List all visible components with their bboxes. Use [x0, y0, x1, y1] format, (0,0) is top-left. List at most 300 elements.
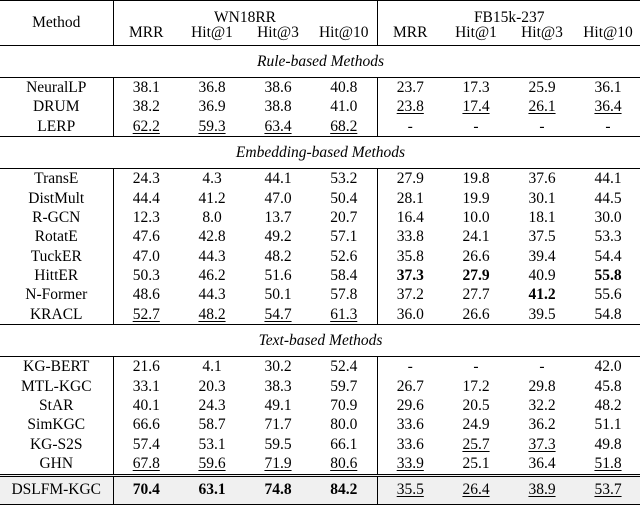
metric-value [311, 357, 377, 377]
method-name: RotatE [0, 227, 113, 246]
metric-value-text: 36.0 [396, 305, 424, 323]
metric-value-text: 20.5 [462, 397, 490, 415]
metric-value-text: 23.7 [396, 78, 424, 96]
method-name: GHN [0, 454, 113, 475]
metric-value [179, 97, 245, 116]
metric-value-text: 44.1 [594, 170, 622, 188]
metric-value-text: 10.0 [462, 208, 490, 226]
dataset-header-wn18rr [113, 1, 377, 26]
metric-value-text: 44.5 [594, 189, 622, 207]
metric-value-text: 38.9 [528, 481, 556, 499]
metric-value-text: 17.3 [462, 78, 490, 96]
table-row [0, 435, 640, 454]
metric-value [377, 97, 443, 116]
header-row-datasets [0, 1, 640, 26]
metric-value [311, 396, 377, 415]
metric-value [311, 475, 377, 504]
metric-value [377, 208, 443, 227]
metric-value-text: 50.4 [330, 189, 358, 207]
metric-value [245, 247, 311, 266]
metric-value-text: 36.2 [528, 416, 556, 434]
metric-value-text: 49.2 [264, 228, 292, 246]
metric-value-text: 27.9 [462, 267, 490, 285]
table-row [0, 247, 640, 266]
table-row [0, 305, 640, 325]
metric-value-text: - [605, 117, 611, 135]
metric-value [443, 286, 509, 305]
metric-value-text: 29.8 [528, 377, 556, 395]
metric-value-text: 48.2 [594, 397, 622, 415]
metric-value-text: - [539, 358, 545, 376]
metric-value [311, 454, 377, 475]
metric-value [311, 227, 377, 246]
section-header-row [0, 325, 640, 357]
metric-value [509, 475, 575, 504]
metric-value-text: - [473, 358, 479, 376]
metric-value-text: 70.9 [330, 397, 358, 415]
metric-value [443, 475, 509, 504]
metric-value [113, 396, 179, 415]
dataset-header-fb15k [377, 1, 640, 26]
metric-header: Hit@10 [575, 25, 640, 46]
metric-value-text: 54.7 [264, 305, 292, 323]
metric-value-text: 40.1 [132, 397, 160, 415]
metric-value [443, 227, 509, 246]
metric-value [113, 454, 179, 475]
metric-value [575, 305, 640, 325]
metric-value-text: 24.3 [132, 170, 160, 188]
metric-value-text: 53.2 [330, 170, 358, 188]
table-row [0, 396, 640, 415]
metric-value [443, 305, 509, 325]
metric-value [179, 208, 245, 227]
metric-value [311, 377, 377, 396]
metric-value-text: 30.1 [528, 189, 556, 207]
metric-value-text: 68.2 [330, 117, 358, 135]
metric-value [179, 227, 245, 246]
metric-value-text: 26.6 [462, 247, 490, 265]
metric-value-text: - [407, 358, 413, 376]
metric-value-text: 33.1 [132, 377, 160, 395]
metric-value-text: 35.5 [396, 481, 424, 499]
metric-value [575, 435, 640, 454]
metric-value [575, 247, 640, 266]
metric-value [509, 286, 575, 305]
metric-value [509, 357, 575, 377]
metric-value [113, 189, 179, 208]
metric-value-text: 44.1 [264, 170, 292, 188]
metric-value [443, 377, 509, 396]
metric-value-text: 17.4 [462, 98, 490, 116]
metric-value-text: 33.6 [396, 435, 424, 453]
metric-value-text: 70.4 [132, 481, 160, 499]
metric-value-text: 42.8 [198, 228, 226, 246]
metric-value [575, 189, 640, 208]
metric-value-text: 41.2 [528, 286, 556, 304]
metric-value-text: 32.2 [528, 397, 556, 415]
metric-value-text: 61.3 [330, 305, 358, 323]
metric-value [575, 227, 640, 246]
metric-value [509, 189, 575, 208]
metric-value-text: 20.7 [330, 208, 358, 226]
metric-value [311, 78, 377, 98]
metric-value-text: 44.3 [198, 247, 226, 265]
metric-value [377, 169, 443, 189]
table-row [0, 266, 640, 285]
metric-value [377, 286, 443, 305]
method-name: N-Former [0, 286, 113, 305]
metric-value-text: 80.0 [330, 416, 358, 434]
metric-value [245, 286, 311, 305]
metric-value [179, 415, 245, 434]
metric-value-text: 50.3 [132, 267, 160, 285]
metric-value-text: 46.2 [198, 267, 226, 285]
method-column-header: Method [0, 1, 113, 46]
metric-value [245, 377, 311, 396]
metric-value-text: 52.4 [330, 358, 358, 376]
metric-value-text: 19.9 [462, 189, 490, 207]
method-name: KRACL [0, 305, 113, 325]
metric-value-text: 45.8 [594, 377, 622, 395]
metric-value [575, 117, 640, 137]
metric-value-text: 33.8 [396, 228, 424, 246]
metric-value [311, 189, 377, 208]
metric-value-text: 27.9 [396, 170, 424, 188]
metric-value [575, 415, 640, 434]
metric-value [575, 78, 640, 98]
metric-value-text: 40.9 [528, 267, 556, 285]
table-row [0, 189, 640, 208]
metric-value-text: 58.7 [198, 416, 226, 434]
method-name: SimKGC [0, 415, 113, 434]
metric-value [179, 305, 245, 325]
metric-value [443, 208, 509, 227]
metric-value-text: 48.6 [132, 286, 160, 304]
section-title [0, 46, 640, 78]
metric-value-text: - [473, 117, 479, 135]
metric-value-text: 47.0 [264, 189, 292, 207]
metric-value-text: 52.6 [330, 247, 358, 265]
metric-value [509, 117, 575, 137]
metric-value-text: 41.2 [198, 189, 226, 207]
metric-value-text: 71.7 [264, 416, 292, 434]
metric-value-text: 27.7 [462, 286, 490, 304]
metric-value-text: - [539, 117, 545, 135]
metric-value-text: 63.4 [264, 117, 292, 135]
proposed-method-row [0, 475, 640, 504]
metric-value-text: 24.9 [462, 416, 490, 434]
metric-value-text: 38.8 [264, 98, 292, 116]
metric-value [179, 117, 245, 137]
metric-value [377, 357, 443, 377]
metric-value [113, 97, 179, 116]
metric-value [509, 208, 575, 227]
metric-value-text: 23.8 [396, 98, 424, 116]
metric-value-text: - [407, 117, 413, 135]
metric-value-text: 55.8 [594, 267, 622, 285]
metric-value [377, 415, 443, 434]
metric-value-text: 84.2 [330, 481, 358, 499]
table-row [0, 286, 640, 305]
metric-value [113, 357, 179, 377]
metric-value-text: 36.1 [594, 78, 622, 96]
section-title [0, 137, 640, 169]
metric-value-text: 49.8 [594, 435, 622, 453]
metric-value [245, 78, 311, 98]
method-name: DistMult [0, 189, 113, 208]
metric-value-text: 47.0 [132, 247, 160, 265]
metric-value [509, 377, 575, 396]
method-name: HittER [0, 266, 113, 285]
metric-value-text: 26.6 [462, 305, 490, 323]
metric-value-text: 24.3 [198, 397, 226, 415]
metric-value [311, 266, 377, 285]
metric-value-text: 4.3 [202, 170, 222, 188]
metric-value [179, 286, 245, 305]
metric-value [377, 435, 443, 454]
metric-value [575, 475, 640, 504]
section-title-text: Embedding-based Methods [235, 143, 406, 161]
metric-value [245, 169, 311, 189]
metric-value [245, 396, 311, 415]
table-row [0, 208, 640, 227]
metric-value [113, 247, 179, 266]
table-row [0, 454, 640, 475]
metric-value-text: 12.3 [132, 208, 160, 226]
metric-value [377, 305, 443, 325]
metric-value-text: 26.7 [396, 377, 424, 395]
metric-value [113, 169, 179, 189]
method-name: R-GCN [0, 208, 113, 227]
metric-value-text: 50.1 [264, 286, 292, 304]
metric-value-text: 74.8 [264, 481, 292, 499]
metric-value [311, 305, 377, 325]
method-name: StAR [0, 396, 113, 415]
metric-value-text: 44.4 [132, 189, 160, 207]
metric-value [377, 396, 443, 415]
metric-value-text: 38.6 [264, 78, 292, 96]
metric-value-text: 42.0 [594, 358, 622, 376]
metric-value-text: 57.8 [330, 286, 358, 304]
metric-value [179, 78, 245, 98]
metric-value-text: 66.6 [132, 416, 160, 434]
metric-value-text: 18.1 [528, 208, 556, 226]
metric-value-text: 48.2 [198, 305, 226, 323]
metric-value-text: 30.0 [594, 208, 622, 226]
metric-value [575, 286, 640, 305]
metric-value-text: 48.2 [264, 247, 292, 265]
metric-value-text: 38.2 [132, 98, 160, 116]
metric-value-text: 57.1 [330, 228, 358, 246]
metric-value-text: 13.7 [264, 208, 292, 226]
metric-value-text: 25.7 [462, 435, 490, 453]
method-name: LERP [0, 117, 113, 137]
metric-value [377, 189, 443, 208]
metric-value [575, 396, 640, 415]
metric-value [443, 117, 509, 137]
metric-header: Hit@3 [509, 25, 575, 46]
metric-value [245, 435, 311, 454]
metric-value-text: 47.6 [132, 228, 160, 246]
metric-value-text: 38.1 [132, 78, 160, 96]
metric-value-text: 44.3 [198, 286, 226, 304]
metric-value-text: 54.8 [594, 305, 622, 323]
metric-value-text: 26.1 [528, 98, 556, 116]
metric-value [179, 357, 245, 377]
metric-value-text: 52.7 [132, 305, 160, 323]
metric-value [509, 435, 575, 454]
table-row [0, 415, 640, 434]
table-row [0, 357, 640, 377]
metric-value [245, 266, 311, 285]
metric-value-text: 62.2 [132, 117, 160, 135]
metric-value-text: 20.3 [198, 377, 226, 395]
metric-value-text: 37.5 [528, 228, 556, 246]
metric-value [245, 208, 311, 227]
metric-value-text: 51.1 [594, 416, 622, 434]
metric-value-text: 59.3 [198, 117, 226, 135]
metric-value-text: 59.5 [264, 435, 292, 453]
metric-header: Hit@3 [245, 25, 311, 46]
metric-value [575, 169, 640, 189]
metric-value [245, 475, 311, 504]
metric-value [311, 286, 377, 305]
metric-value [311, 435, 377, 454]
metric-value-text: 39.4 [528, 247, 556, 265]
metric-value [509, 415, 575, 434]
metric-value [509, 247, 575, 266]
metric-value [509, 227, 575, 246]
section-title [0, 325, 640, 357]
metric-value [179, 454, 245, 475]
metric-value-text: 66.1 [330, 435, 358, 453]
metric-value-text: 58.4 [330, 267, 358, 285]
metric-value-text: 36.4 [594, 98, 622, 116]
metric-value [377, 247, 443, 266]
method-name: TuckER [0, 247, 113, 266]
metric-value-text: 36.8 [198, 78, 226, 96]
metric-value [245, 227, 311, 246]
method-name: DSLFM-KGC [0, 475, 113, 504]
method-name: TransE [0, 169, 113, 189]
metric-value-text: 53.7 [594, 481, 622, 499]
metric-value-text: 29.6 [396, 397, 424, 415]
metric-value [179, 169, 245, 189]
metric-value [179, 435, 245, 454]
metric-value-text: 49.1 [264, 397, 292, 415]
metric-value [245, 189, 311, 208]
metric-value-text: 35.8 [396, 247, 424, 265]
metric-value [113, 266, 179, 285]
metric-value [179, 377, 245, 396]
metric-value-text: 59.7 [330, 377, 358, 395]
metric-value [443, 415, 509, 434]
metric-value [113, 208, 179, 227]
metric-value [179, 266, 245, 285]
metric-value [575, 454, 640, 475]
metric-value [179, 396, 245, 415]
metric-value [113, 435, 179, 454]
section-header-row [0, 46, 640, 78]
metric-value-text: 63.1 [198, 481, 226, 499]
metric-value [113, 305, 179, 325]
metric-value-text: 21.6 [132, 358, 160, 376]
metric-value [377, 266, 443, 285]
metric-value [575, 97, 640, 116]
metric-value [443, 97, 509, 116]
metric-value [443, 435, 509, 454]
metric-header: MRR [377, 25, 443, 46]
metric-value-text: 36.4 [528, 455, 556, 473]
metric-header: Hit@10 [311, 25, 377, 46]
metric-value [377, 78, 443, 98]
metric-value [575, 208, 640, 227]
metric-value-text: 28.1 [396, 189, 424, 207]
table-row [0, 78, 640, 98]
metric-value-text: 59.6 [198, 455, 226, 473]
metric-value [443, 357, 509, 377]
metric-value [179, 247, 245, 266]
metric-value-text: 26.4 [462, 481, 490, 499]
method-name: DRUM [0, 97, 113, 116]
metric-value-text: 53.1 [198, 435, 226, 453]
metric-value-text: 38.3 [264, 377, 292, 395]
metric-value [575, 377, 640, 396]
metric-value-text: 37.3 [396, 267, 424, 285]
metric-value [113, 117, 179, 137]
metric-value [311, 169, 377, 189]
metric-value [245, 415, 311, 434]
metric-value-text: 33.9 [396, 455, 424, 473]
metric-value [311, 247, 377, 266]
metric-value-text: 37.2 [396, 286, 424, 304]
metric-value [113, 227, 179, 246]
metric-header: MRR [113, 25, 179, 46]
section-header-row [0, 137, 640, 169]
metric-value [509, 78, 575, 98]
metric-value [245, 357, 311, 377]
metric-value [113, 377, 179, 396]
metric-value [311, 117, 377, 137]
method-name: KG-BERT [0, 357, 113, 377]
metric-value [377, 117, 443, 137]
table-row [0, 227, 640, 246]
metric-value [443, 247, 509, 266]
metric-value-text: 57.4 [132, 435, 160, 453]
metric-value-text: 8.0 [202, 208, 222, 226]
section-title-text: Rule-based Methods [257, 52, 384, 70]
metric-value [443, 78, 509, 98]
metric-value [509, 266, 575, 285]
metric-value [443, 189, 509, 208]
metric-value-text: 25.1 [462, 455, 490, 473]
metric-header: Hit@1 [443, 25, 509, 46]
metric-value-text: 55.6 [594, 286, 622, 304]
metric-value [311, 97, 377, 116]
metric-value [377, 454, 443, 475]
metric-value [245, 454, 311, 475]
metric-value [509, 97, 575, 116]
method-name: MTL-KGC [0, 377, 113, 396]
dataset-label-fb15k: FB15k-237 [473, 8, 545, 26]
metric-value [509, 305, 575, 325]
metric-value-text: 4.1 [202, 358, 222, 376]
metric-value-text: 33.6 [396, 416, 424, 434]
metric-value [509, 169, 575, 189]
metric-value [575, 266, 640, 285]
metric-value [113, 286, 179, 305]
method-name: KG-S2S [0, 435, 113, 454]
